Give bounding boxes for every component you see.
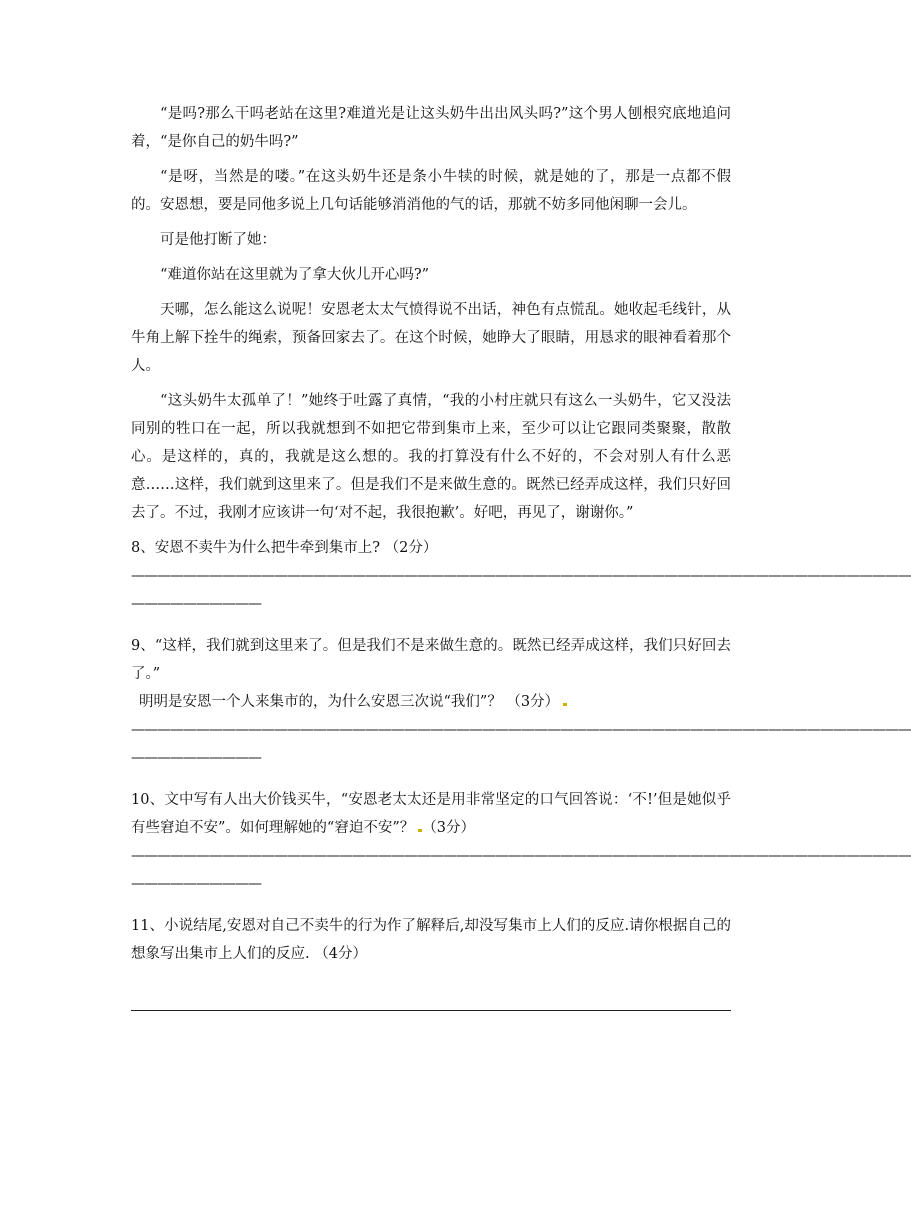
question-11: 11、小说结尾,安恩对自己不卖牛的行为作了解释后,却没写集市上人们的反应.请你根据自己的想象写出集市上人们的反应. （4分）	[131, 918, 731, 962]
question-10: 10、文中写有人出大价钱买牛，“安恩老太太还是用非常坚定的口气回答说：‘不!’但是她似乎有些窘迫不安”。如何理解她的“窘迫不安”？ （3分）	[131, 792, 731, 836]
answer-line-8b[interactable]: ——————————	[131, 596, 261, 612]
story-paragraph-2: “是呀，当然是的喽。”在这头奶牛还是条小牛犊的时候，就是她的了，那是一点都不假的。安恩想，要是同他多说上几句话能够消消他的气的话，那就不妨多同他闲聊一会儿。	[131, 169, 731, 213]
question-9: 9、“这样，我们就到这里来了。但是我们不是来做生意的。既然已经弄成这样，我们只好回去了。”	[131, 638, 731, 682]
story-paragraph-1: “是吗?那么干吗老站在这里?难道光是让这头奶牛出出风头吗?”这个男人刨根究底地追问着，“是你自己的奶牛吗?”	[131, 106, 731, 150]
answer-line-9b[interactable]: ——————————	[131, 750, 261, 766]
highlight-mark	[563, 703, 567, 706]
answer-line-10b[interactable]: ——————————	[131, 876, 261, 892]
story-paragraph-4: “难道你站在这里就为了拿大伙儿开心吗?”	[160, 267, 430, 283]
question-8: 8、安恩不卖牛为什么把牛牵到集市上? （2分）	[131, 540, 438, 556]
document-page	[131, 100, 911, 1011]
answer-line-9a[interactable]: ————————————————————————————————————————————————————————————	[131, 722, 911, 738]
answer-line-10a[interactable]: ————————————————————————————————————————————————————————————	[131, 848, 911, 864]
answer-line-8a[interactable]: ————————————————————————————————————————————————————————————	[131, 568, 911, 584]
story-paragraph-3: 可是他打断了她：	[160, 232, 276, 248]
story-paragraph-5: 天哪，怎么能这么说呢！安恩老太太气愤得说不出话，神色有点慌乱。她收起毛线针，从牛角上解下拴牛的绳索，预备回家去了。在这个时候，她睁大了眼睛，用恳求的眼神看着那个人。	[131, 302, 731, 374]
answer-line-11[interactable]	[131, 1010, 731, 1011]
story-paragraph-6: “这头奶牛太孤单了！”她终于吐露了真情，“我的小村庄就只有这么一头奶牛，它又没法同别的牲口在一起，所以我就想到不如把它带到集市上来，至少可以让它跟同类聚聚，散散心。是这样的，真的，我就是这么想的。我的打算没有什么不好的，不会对别人有什么恶意……这样，我们就到这里来了。但是我们不是来做生意的。既然已经弄成这样，我们只好回去了。不过，我刚才应该讲一句‘对不起，我很抱歉’。好吧，再见了，谢谢你。”	[131, 393, 731, 521]
question-9-prompt: 明明是安恩一个人来集市的，为什么安恩三次说“我们”？ （3分）	[131, 688, 731, 716]
